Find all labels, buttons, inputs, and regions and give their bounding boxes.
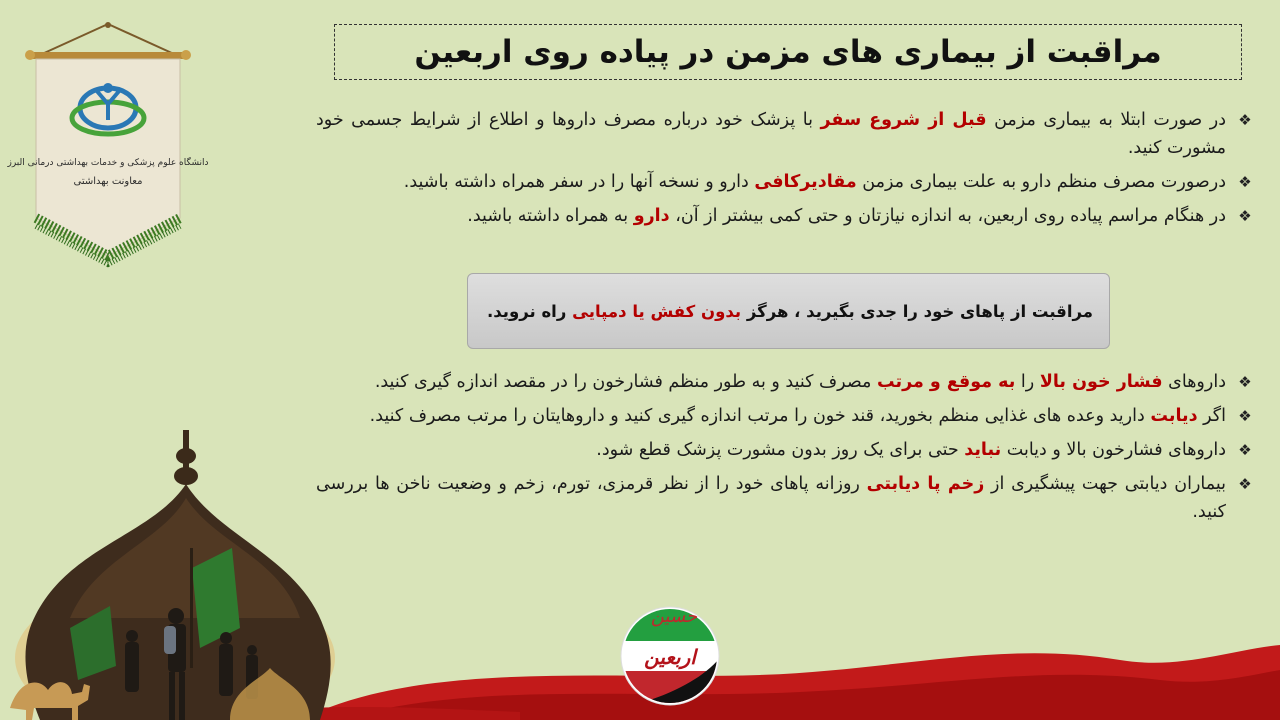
diamond-bullet-icon: ❖ xyxy=(1238,373,1252,391)
title-box xyxy=(334,24,1242,80)
list-item: ❖ درصورت مصرف منظم دارو به علت بیماری مزمن مقادیرکافی دارو و نسخه آنها را در سفر همراه داشته باشید. xyxy=(316,168,1254,196)
banner-org-line2: معاونت بهداشتی xyxy=(73,176,143,187)
page-title: مراقبت از بیماری های مزمن در پیاده روی اربعین xyxy=(414,34,1162,70)
banner-org-line1: دانشگاه علوم پزشکی و خدمات بهداشتی درمانی البرز xyxy=(7,158,209,168)
arbaeen-logo xyxy=(610,600,730,710)
diamond-bullet-icon: ❖ xyxy=(1238,173,1252,191)
list-item: ❖ در صورت ابتلا به بیماری مزمن قبل از شروع سفر با پزشک خود درباره مصرف داروها و اطلاع از شرایط جسمی خود مشورت کنید. xyxy=(316,106,1254,162)
list-item: ❖ بیماران دیابتی جهت پیشگیری از زخم پا دیابتی روزانه پاهای خود را از نظر قرمزی، تورم، زخم و وضعیت ناخن ها بررسی کنید. xyxy=(316,470,1254,526)
diamond-bullet-icon: ❖ xyxy=(1238,441,1252,459)
logo-top-word: حسین xyxy=(650,606,698,627)
bullets-bottom xyxy=(316,368,1254,526)
diamond-bullet-icon: ❖ xyxy=(1238,407,1252,425)
diamond-bullet-icon: ❖ xyxy=(1238,207,1252,225)
diamond-bullet-icon: ❖ xyxy=(1238,111,1252,129)
diamond-bullet-icon: ❖ xyxy=(1238,475,1252,493)
university-banner xyxy=(7,20,209,275)
logo-main-word: اربعین xyxy=(644,645,696,669)
bullets-top xyxy=(316,106,1254,230)
list-item: ❖ در هنگام مراسم پیاده روی اربعین، به اندازه نیازتان و حتی کمی بیشتر از آن، دارو به همراه داشته باشید. xyxy=(316,202,1254,230)
foot-care-callout: مراقبت از پاهای خود را جدی بگیرید ، هرگز بدون کفش یا دمپایی راه نروید. xyxy=(467,273,1110,349)
list-item: ❖ داروهای فشار خون بالا را به موقع و مرتب مصرف کنید و به طور منظم فشارخون را در مقصد اندازه گیری کنید. xyxy=(316,368,1254,396)
shrine-silhouette xyxy=(0,428,330,720)
list-item: ❖ اگر دیابت دارید وعده های غذایی منظم بخورید، قند خون را مرتب اندازه گیری کنید و داروهایتان را مرتب مصرف کنید. xyxy=(316,402,1254,430)
list-item: ❖ داروهای فشارخون بالا و دیابت نباید حتی برای یک روز بدون مشورت پزشک قطع شود. xyxy=(316,436,1254,464)
